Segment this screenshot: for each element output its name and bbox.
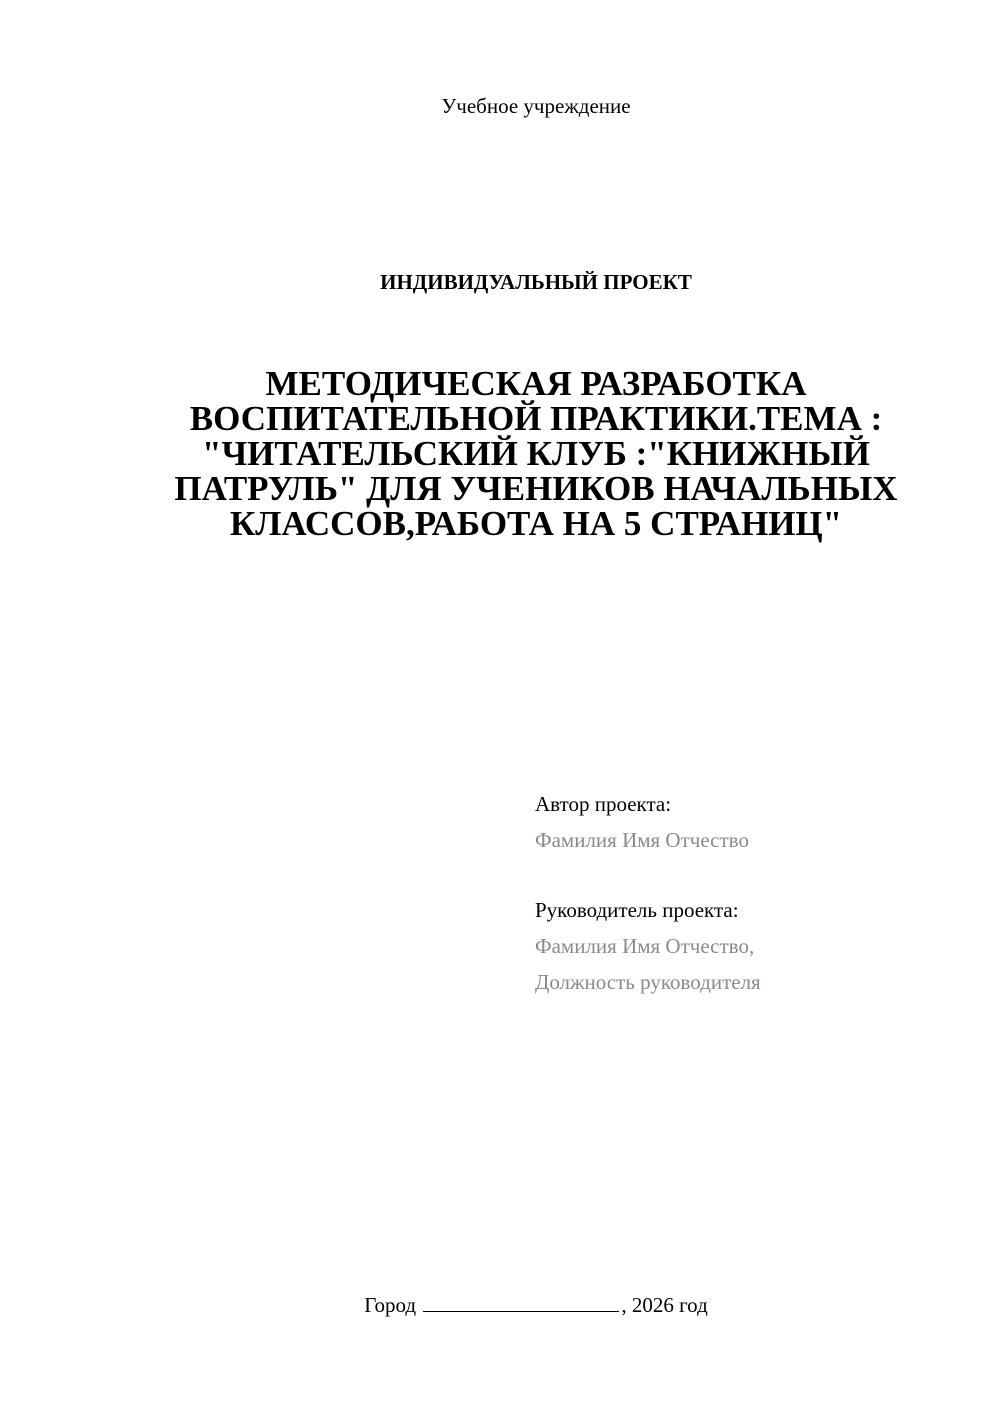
institution-name: Учебное учреждение — [441, 94, 631, 118]
supervisor-label: Руководитель проекта: — [535, 898, 739, 922]
author-label: Автор проекта: — [535, 792, 672, 816]
supervisor-block — [535, 892, 975, 1000]
city-blank-line — [423, 1291, 619, 1312]
document-title: МЕТОДИЧЕСКАЯ РАЗРАБОТКА ВОСПИТАТЕЛЬНОЙ ПРАКТИКИ.ТЕМА : "ЧИТАТЕЛЬСКИЙ КЛУБ :"КНИЖНЫЙ ПАТРУЛЬ" ДЛЯ УЧЕНИКОВ НАЧАЛЬНЫХ КЛАССОВ,РАБОТА НА 5 СТРАНИЦ" — [174, 364, 898, 543]
document-type: ИНДИВИДУАЛЬНЫЙ ПРОЕКТ — [380, 270, 692, 294]
year-text: , 2026 год — [621, 1293, 708, 1317]
city-year-line — [0, 1290, 1000, 1320]
author-block — [535, 786, 975, 858]
city-label: Город — [364, 1293, 417, 1317]
author-name: Фамилия Имя Отчество — [535, 828, 749, 852]
supervisor-position: Должность руководителя — [535, 970, 761, 994]
supervisor-name: Фамилия Имя Отчество, — [535, 934, 755, 958]
